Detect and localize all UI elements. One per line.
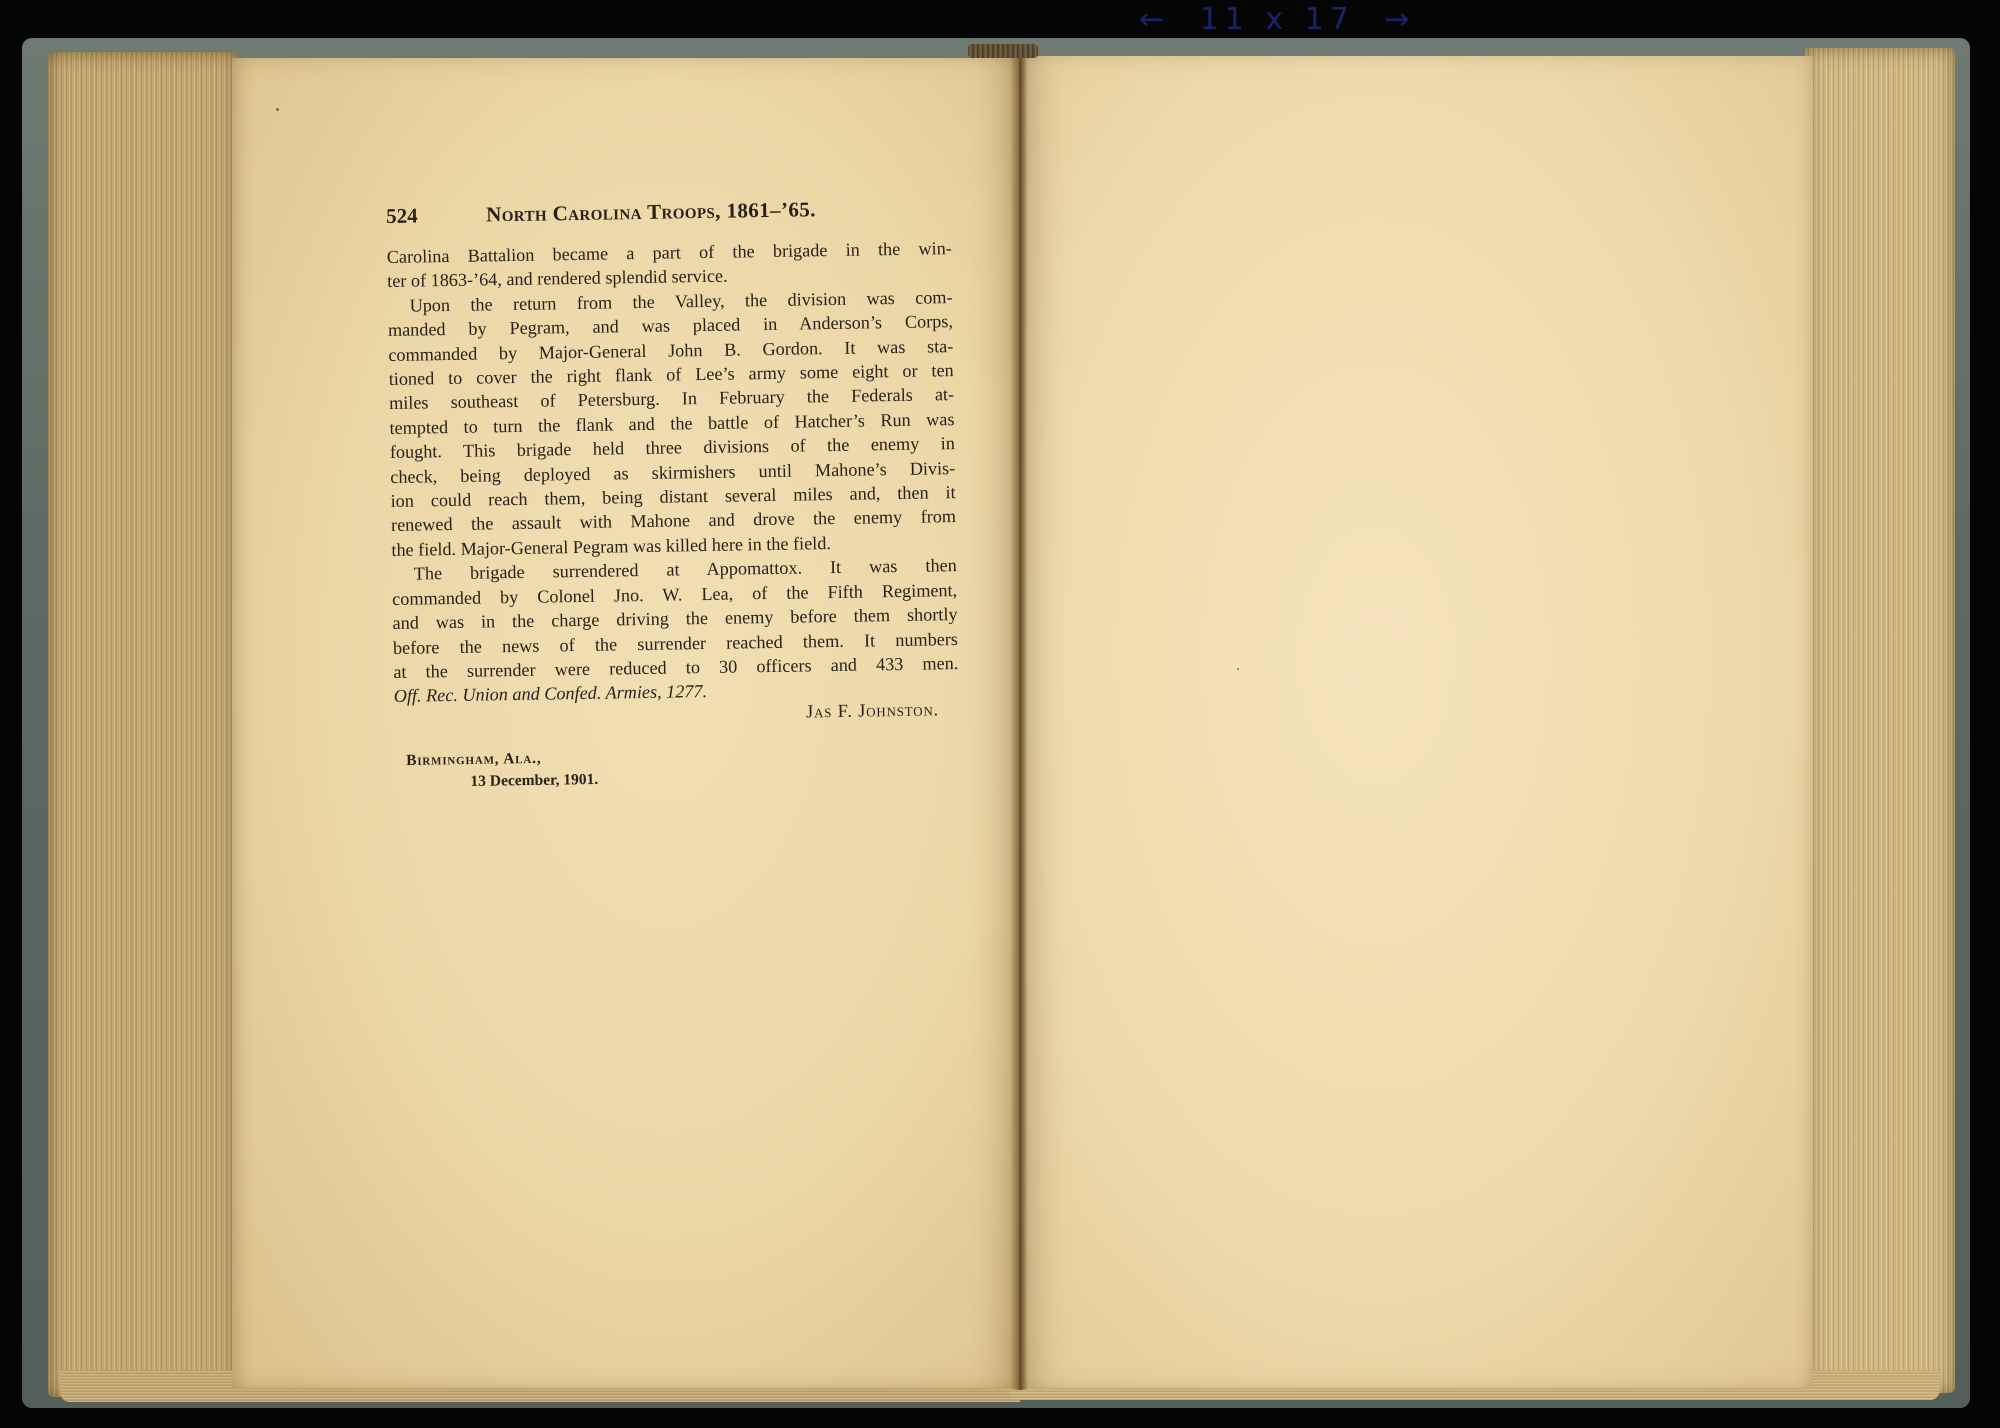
body-paragraphs [387, 236, 959, 684]
spine-headband [968, 44, 1038, 58]
right-page-edges [1805, 48, 1955, 1393]
text-line: at the surrender were reduced to 30 officers and 433 men. [393, 652, 959, 682]
paragraph [387, 236, 953, 294]
left-page-text [386, 195, 959, 730]
left-page-edges [48, 52, 238, 1397]
text-line: commanded by Major-General John B. Gordon. It was sta- [388, 335, 954, 365]
right-arrow-icon: → [1384, 2, 1416, 37]
text-line: renewed the assault with Mahone and drove the enemy from [390, 506, 957, 536]
size-guide-label: 11 x 17 [1199, 2, 1355, 37]
page-number: 524 [386, 203, 418, 228]
text-line: the field. Major-General Pegram was killed here in the field. [391, 532, 832, 560]
place-name: Birmingham, Ala., [406, 749, 542, 769]
text-line: The brigade surrendered at Appomattox. It was then [413, 555, 957, 584]
signature: Jas F. Johnston. [805, 700, 940, 723]
letter-date: 13 December, 1901. [470, 770, 599, 790]
text-line: ion could reach them, being distant several miles and, then it [390, 482, 956, 512]
text-line: commanded by Colonel Jno. W. Lea, of the Fifth Regiment, [392, 579, 958, 609]
text-line: before the news of the surrender reached them. It numbers [392, 628, 959, 658]
paragraph [392, 553, 959, 684]
text-line: tioned to cover the right flank of Lee’s army some eight or ten [388, 360, 954, 390]
text-line: miles southeast of Petersburg. In February the Federals at- [388, 384, 955, 414]
text-line: Upon the return from the Valley, the division was com- [409, 286, 953, 316]
dateline [406, 749, 598, 792]
size-guide-marks [1125, 2, 1455, 38]
book-gutter [1010, 50, 1028, 1390]
left-arrow-icon: ← [1139, 2, 1171, 37]
citation-text: Off. Rec. Union and Confed. Armies, 1277. [393, 681, 708, 707]
text-line: tempted to turn the flank and the battle of Hatcher’s Run was [389, 408, 955, 438]
text-line: ter of 1863-’64, and rendered splendid service. [387, 266, 728, 292]
text-line: and was in the charge driving the enemy before them shortly [392, 604, 958, 634]
paragraph [387, 285, 956, 562]
text-line: manded by Pegram, and was placed in Anderson’s Corps, [387, 311, 954, 341]
running-head-title: North Carolina Troops, 1861–’65. [485, 197, 816, 227]
text-line: fought. This brigade held three divisions of the enemy in [389, 433, 955, 463]
text-line: Carolina Battalion became a part of the brigade in the win- [386, 238, 952, 267]
paper-speck [1237, 668, 1239, 670]
text-line: check, being deployed as skirmishers until Mahone’s Divis- [390, 457, 956, 487]
right-page [1018, 56, 1813, 1388]
paper-speck [276, 108, 279, 111]
